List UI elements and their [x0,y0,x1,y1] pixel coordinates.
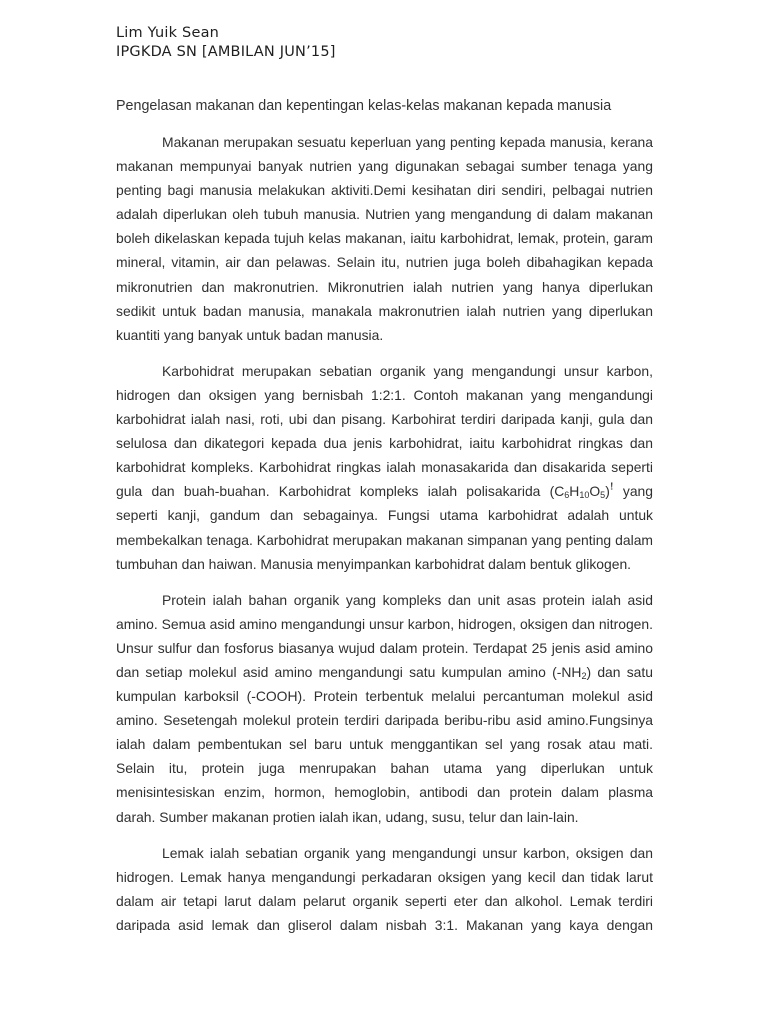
paragraph-lemak: Lemak ialah sebatian organik yang mengandungi unsur karbon, oksigen dan hidrogen. Lemak hanya mengandungi perkadaran oksigen yang kecil dan tidak larut dalam air tetapi larut dalam pelarut organik seperti eter dan alkohol. Lemak terdiri daripada asid lemak dan gliserol dalam nisbah 3:1. Makanan yang kaya dengan [116,844,653,933]
document-body [116,130,653,949]
document-title: Pengelasan makanan dan kepentingan kelas-kelas makanan kepada manusia [116,98,612,114]
paragraph-intro: Makanan merupakan sesuatu keperluan yang penting kepada manusia, kerana makanan mempunyai banyak nutrien yang digunakan sebagai sumber tenaga yang penting bagi manusia melakukan aktiviti.Demi kesihatan diri sendiri, pelbagai nutrien adalah diperlukan oleh tubuh manusia. Nutrien yang mengandung di dalam makanan boleh dikelaskan kepada tujuh kelas makanan, iaitu karbohidrat, lemak, protein, garam mineral, vitamin, air dan pelawas. Selain itu, nutrien juga boleh dibahagikan kepada mikronutrien dan makronutrien. Mikronutrien ialah nutrien yang hanya diperlukan sedikit untuk badan manusia, manakala makronutrien ialah nutrien yang diperlukan kuantiti yang banyak untuk badan manusia. [116,134,653,343]
paragraph-karbohidrat: Karbohidrat merupakan sebatian organik yang mengandungi unsur karbon, hidrogen dan oksigen yang bernisbah 1:2:1. Contoh makanan yang mengandungi karbohidrat ialah nasi, roti, ubi dan pisang. Karbohirat terdiri daripada kanji, gula dan selulosa dan dikategori kepada dua jenis karbohidrat, iaitu karbohidrat ringkas dan karbohidrat kompleks. Karbohidrat ringkas ialah monasakarida dan disakarida seperti gula dan buah-buahan. Karbohidrat kompleks ialah polisakarida $(C_6H_{10}O_5)ꜝ$ yang seperti kanji, gandum dan sebagainya. Fungsi utama karbohidrat adalah untuk membekalkan tenaga. Karbohidrat merupakan makanan simpanan yang penting dalam tumbuhan dan haiwan. Manusia menyimpankan karbohidrat dalam bentuk glikogen. [116,362,654,572]
document-header [116,24,336,62]
program-label: IPGKDA SN [AMBILAN JUN’15] [116,44,336,60]
paragraph-protein: Protein ialah bahan organik yang kompleks dan unit asas protein ialah asid amino. Semua asid amino mengandungi unsur karbon, hidrogen, oksigen dan nitrogen. Unsur sulfur dan fosforus biasanya wujud dalam protein. Terdapat 25 jenis asid amino dan setiap molekul asid amino mengandungi satu kumpulan amino $(-NH_2)$ dan satu kumpulan karboksil (-COOH). Protein terbentuk melalui percantuman molekul asid amino. Sesetengah molekul protein terdiri daripada beribu-ribu asid amino.Fungsinya ialah dalam pembentukan sel baru untuk menggantikan sel yang rosak atau mati. Selain itu, protein juga menrupakan bahan utama yang diperlukan untuk menisintesiskan enzim, hormon, hemoglobin, antibodi dan protein dalam plasma darah. Sumber makanan protien ialah ikan, udang, susu, telur dan lain-lain. [116,591,653,825]
author-name: Lim Yuik Sean [116,25,220,41]
